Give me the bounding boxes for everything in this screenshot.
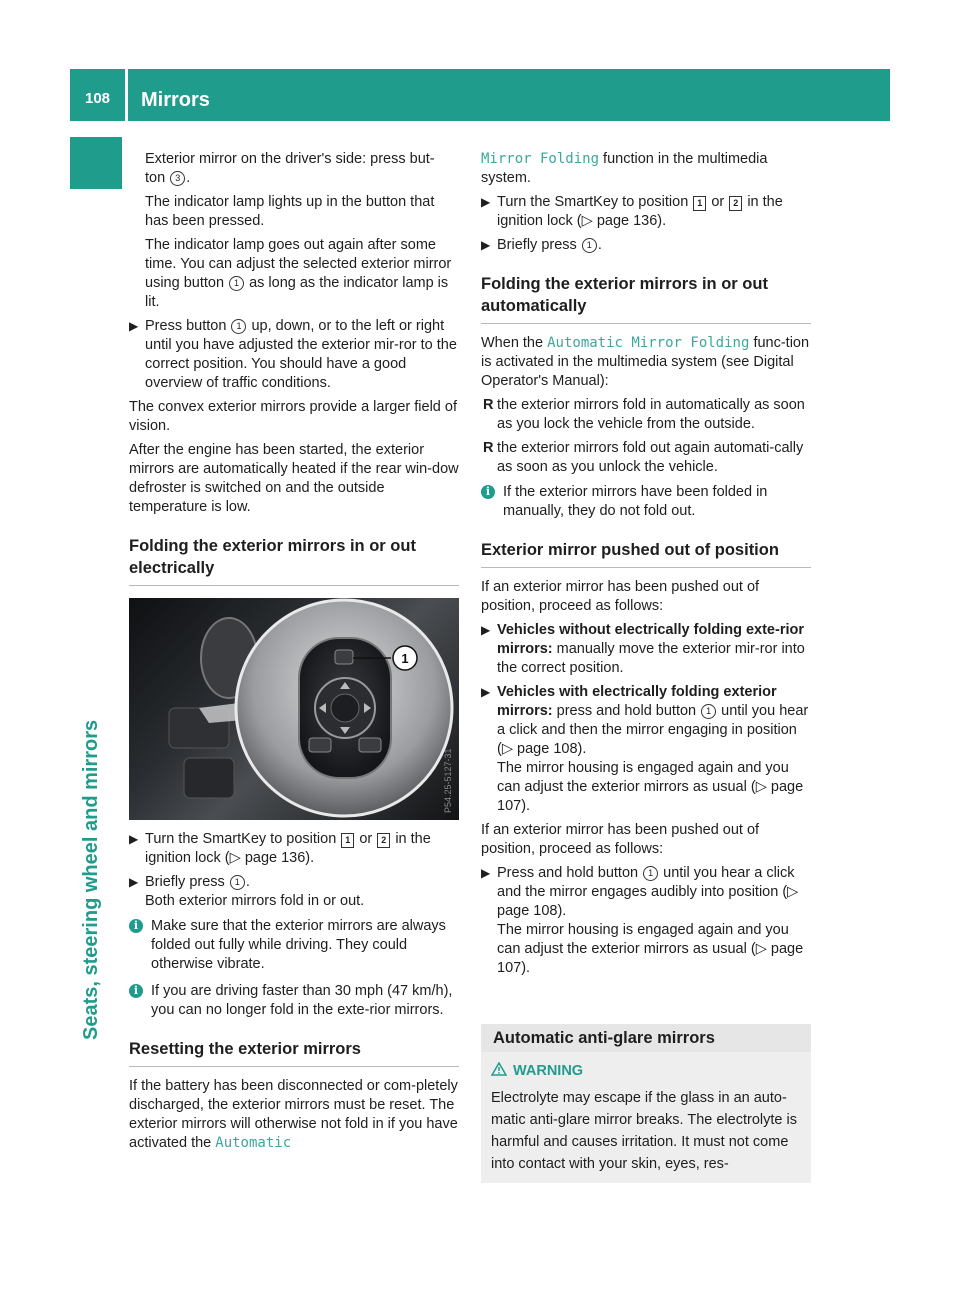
- arrow-right-icon: ▶: [481, 195, 491, 209]
- right-column: [481, 150, 811, 1183]
- key-position-box: 1: [693, 196, 706, 211]
- left-column: [129, 150, 459, 1158]
- ui-term: Automatic: [215, 1135, 292, 1151]
- arrow-right-icon: ▶: [481, 238, 491, 252]
- section-heading: Folding the exterior mirrors in or out automatically: [481, 273, 811, 324]
- bullet-item: R the exterior mirrors fold out again automati-cally as soon as you unlock the vehicle.: [483, 440, 804, 475]
- ui-term: Automatic Mirror Folding: [547, 335, 750, 351]
- step-item: ▶ Turn the SmartKey to position 1 or 2 in the ignition lock (▷ page 136).: [129, 831, 431, 866]
- ref-circle: 1: [229, 276, 244, 291]
- page-ref-arrow-icon: ▷: [229, 850, 241, 866]
- section-heading: Folding the exterior mirrors in or out electrically: [129, 535, 459, 586]
- bullet-icon: R: [483, 397, 494, 413]
- ref-circle: 1: [582, 238, 597, 253]
- mirror-switch-photo: [129, 598, 459, 820]
- step-item: ▶ Vehicles without electrically folding exte-rior mirrors: manually move the exterior mir-ror into the correct position.: [481, 622, 805, 676]
- warning-triangle-icon: [491, 1062, 507, 1076]
- arrow-right-icon: ▶: [481, 685, 491, 699]
- photo-callout: 1: [401, 651, 409, 666]
- paragraph: The indicator lamp goes out again after some time. You can adjust the selected exterior mirror using button 1 as long as the indicator lamp is lit.: [145, 237, 452, 310]
- info-note: i If you are driving faster than 30 mph (47 km/h), you can no longer fold in the exte-rior mirrors.: [129, 982, 459, 1020]
- arrow-right-icon: ▶: [481, 623, 491, 637]
- paragraph: Mirror Folding function in the multimedia system.: [481, 151, 768, 186]
- key-position-box: 2: [377, 833, 390, 848]
- page-ref-arrow-icon: ▷: [787, 884, 799, 900]
- mirror-switch-illustration: [129, 598, 459, 820]
- step-item: ▶ Briefly press 1 . Both exterior mirrors fold in or out.: [129, 874, 365, 909]
- arrow-right-icon: ▶: [481, 866, 491, 880]
- section-heading: Exterior mirror pushed out of position: [481, 539, 811, 568]
- info-icon: i: [129, 919, 143, 933]
- page-ref-arrow-icon: ▷: [581, 213, 593, 229]
- ref-circle: 1: [643, 866, 658, 881]
- page-ref-arrow-icon: ▷: [755, 941, 767, 957]
- ref-circle: 1: [231, 319, 246, 334]
- step-item: ▶ Press button 1 up, down, or to the left or right until you have adjusted the exterior mir-ror to the correct position. You should have a good overview of traffic conditions.: [129, 318, 457, 391]
- sidebar-marker: [70, 137, 122, 189]
- bullet-icon: R: [483, 440, 494, 456]
- step-item: ▶ Turn the SmartKey to position 1 or 2 in the ignition lock (▷ page 136).: [481, 194, 783, 229]
- header-divider: [125, 69, 128, 121]
- page-ref-arrow-icon: ▷: [501, 741, 513, 757]
- section-band: Automatic anti-glare mirrors: [481, 1024, 811, 1052]
- paragraph: After the engine has been started, the exterior mirrors are automatically heated if the rear win-dow defroster is switched on and the outside temperature is low.: [129, 442, 459, 515]
- info-icon: i: [481, 485, 495, 499]
- paragraph: The convex exterior mirrors provide a larger field of vision.: [129, 399, 457, 434]
- arrow-right-icon: ▶: [129, 319, 139, 333]
- arrow-right-icon: ▶: [129, 832, 139, 846]
- key-position-box: 1: [341, 833, 354, 848]
- ui-term: Mirror Folding: [481, 151, 600, 167]
- bullet-item: R the exterior mirrors fold in automatically as soon as you lock the vehicle from the outside.: [483, 397, 805, 432]
- paragraph: The indicator lamp lights up in the button that has been pressed.: [145, 194, 435, 229]
- chapter-title: Mirrors: [141, 89, 210, 111]
- step-item: ▶ Briefly press 1 .: [481, 237, 602, 253]
- page-ref-arrow-icon: ▷: [755, 779, 767, 795]
- info-note: i If the exterior mirrors have been folded in manually, they do not fold out.: [481, 483, 811, 521]
- step-item: ▶ Press and hold button 1 until you hear a click and the mirror engages audibly into position (▷ page 108). The mirror housing is engaged again and you can adjust the exterior mirrors as usual (▷ page 107).: [481, 865, 804, 976]
- step-item: ▶ Vehicles with electrically folding exterior mirrors: press and hold button 1 until you hear a click and then the mirror engaging in position (▷ page 108). The mirror housing is engaged again and you can adjust the exterior mirrors as usual (▷ page 107).: [481, 684, 809, 814]
- paragraph: If the battery has been disconnected or com-pletely discharged, the exterior mirrors must be reset. The exterior mirrors will otherwise not fold in if you have activated the Automatic: [129, 1078, 458, 1151]
- warning-box: [481, 1052, 811, 1183]
- info-icon: i: [129, 984, 143, 998]
- arrow-right-icon: ▶: [129, 875, 139, 889]
- page-number: 108: [84, 90, 111, 107]
- paragraph: When the Automatic Mirror Folding func-tion is activated in the multimedia system (see Digital Operator's Manual):: [481, 335, 810, 389]
- ref-circle: 1: [701, 704, 716, 719]
- warning-text: Electrolyte may escape if the glass in an auto-matic anti-glare mirror breaks. The electrolyte is harmful and causes irritation. It must not come into contact with your skin, eyes, res-: [491, 1090, 797, 1172]
- paragraph: Exterior mirror on the driver's side: press but- ton 3 .: [145, 151, 435, 186]
- sidebar-label: Seats, steering wheel and mirrors: [80, 719, 102, 1040]
- paragraph: If an exterior mirror has been pushed out of position, proceed as follows:: [481, 579, 760, 614]
- ref-circle: 3: [170, 171, 185, 186]
- photo-code: P54.25-5127-31: [443, 748, 453, 813]
- ref-circle: 1: [230, 875, 245, 890]
- warning-title: WARNING: [491, 1062, 801, 1081]
- paragraph: If an exterior mirror has been pushed out of position, proceed as follows:: [481, 822, 760, 857]
- section-heading: Resetting the exterior mirrors: [129, 1038, 459, 1067]
- info-note: i Make sure that the exterior mirrors are always folded out fully while driving. They could otherwise vibrate.: [129, 917, 459, 974]
- key-position-box: 2: [729, 196, 742, 211]
